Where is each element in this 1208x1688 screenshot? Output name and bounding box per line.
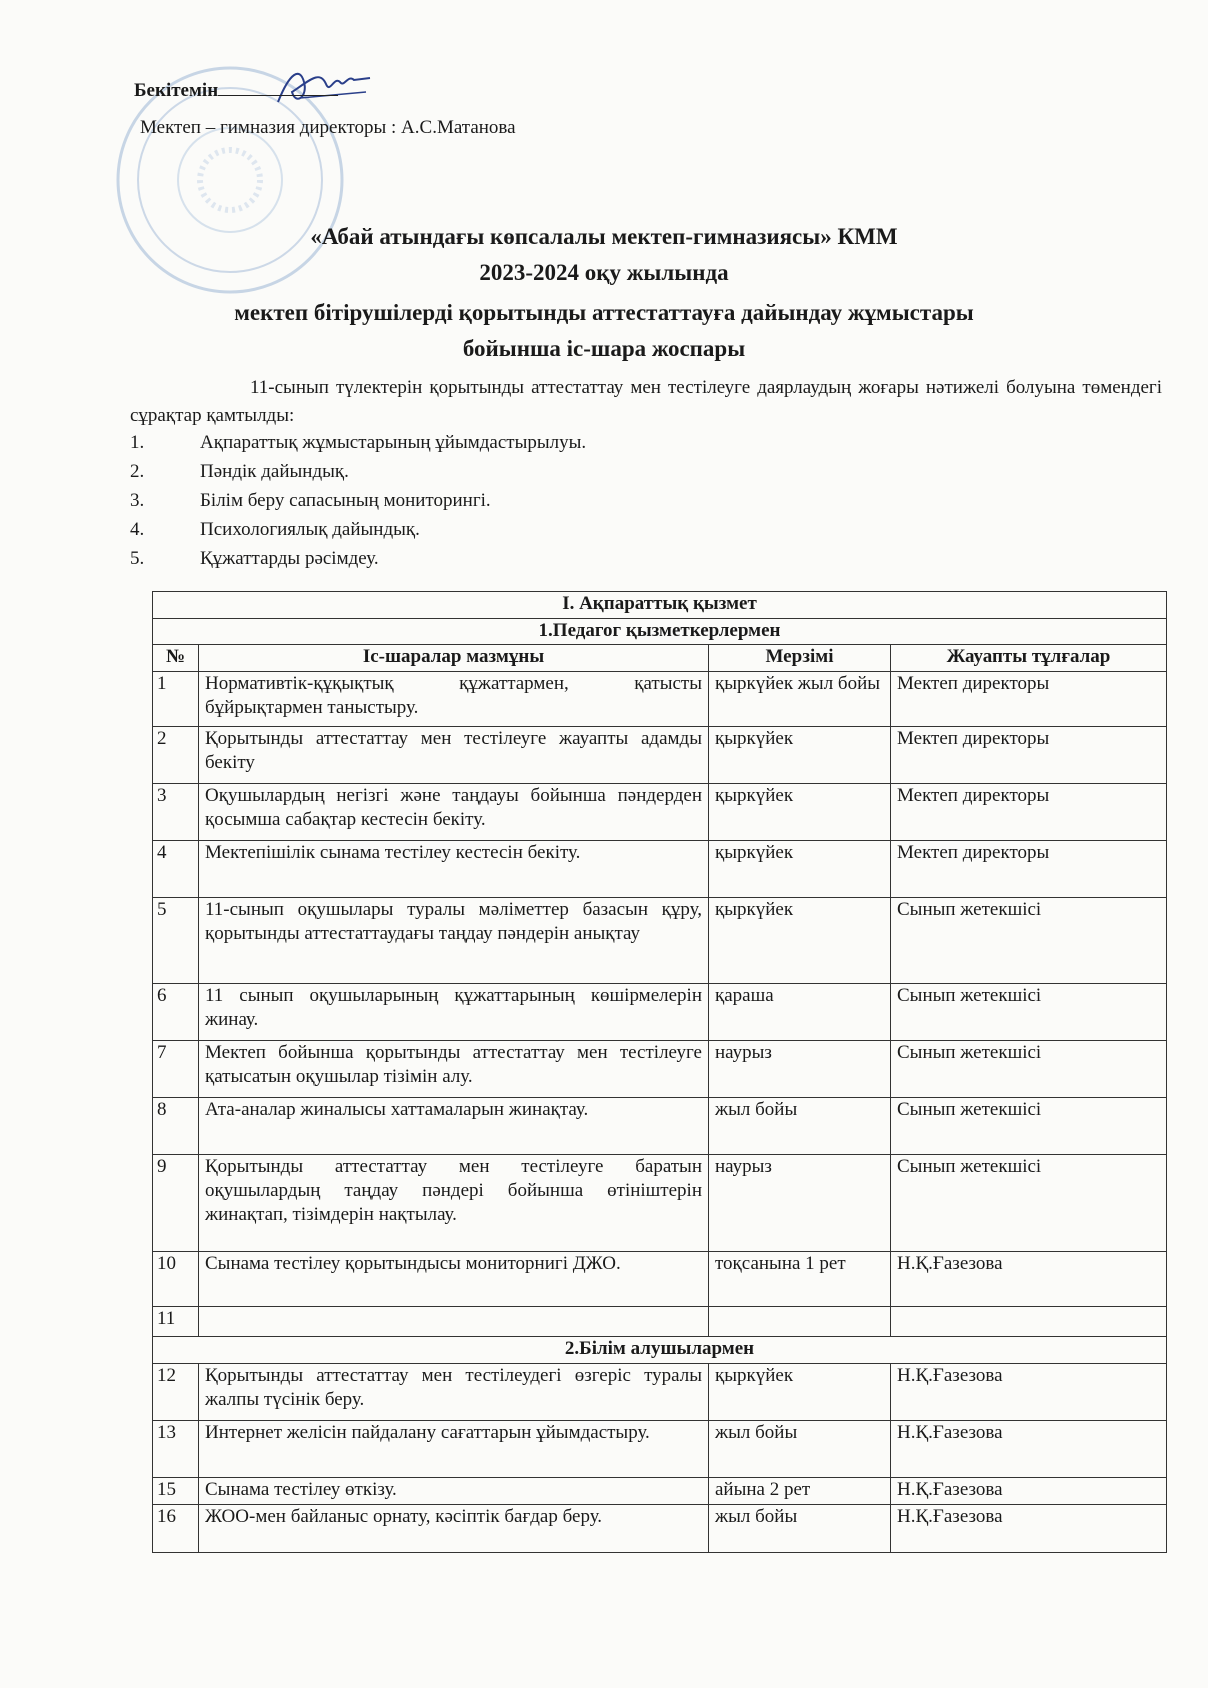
section-header-row (153, 592, 1167, 619)
row-deadline-cell: қыркүйек (709, 727, 891, 784)
table-row (153, 1041, 1167, 1098)
list-item-number: 1. (130, 432, 145, 453)
row-responsible-cell: Мектеп директоры (891, 784, 1167, 841)
table-row (153, 984, 1167, 1041)
doc-title-line4: бойынша іс-шара жоспары (462, 336, 746, 361)
row-responsible-cell: Н.Қ.Ғазезова (891, 1421, 1167, 1478)
col-header-responsible: Жауапты тұлғалар (891, 645, 1167, 672)
list-item-text: Психологиялық дайындық. (200, 519, 420, 540)
row-deadline-cell: тоқсанына 1 рет (709, 1252, 891, 1307)
row-num-cell: 3 (153, 784, 199, 841)
table-row (153, 1252, 1167, 1307)
row-content-cell: Нормативтік-құқықтық құжаттармен, қатысты бұйрықтармен таныстыру. (199, 672, 709, 727)
row-num-cell: 10 (153, 1252, 199, 1307)
row-responsible-cell: Н.Қ.Ғазезова (891, 1364, 1167, 1421)
row-num-cell: 4 (153, 841, 199, 898)
table-row (153, 1307, 1167, 1337)
row-deadline-cell: қыркүйек жыл бойы (709, 672, 891, 727)
row-num-cell: 9 (153, 1155, 199, 1252)
row-deadline-cell: қыркүйек (709, 1364, 891, 1421)
row-content-cell: Мектепішілік сынама тестілеу кестесін бекіту. (199, 841, 709, 898)
row-num-cell: 12 (153, 1364, 199, 1421)
row-deadline-cell: айына 2 рет (709, 1478, 891, 1505)
doc-title-line2: 2023-2024 оқу жылында (479, 260, 729, 285)
row-content-cell: Қорытынды аттестаттау мен тестілеуге жауапты адамды бекіту (199, 727, 709, 784)
row-num-cell: 16 (153, 1505, 199, 1553)
doc-title-line3: мектеп бітірушілерді қорытынды аттестаттауға дайындау жұмыстары (234, 300, 974, 325)
row-responsible-cell (891, 1307, 1167, 1337)
row-content-cell: Интернет желісін пайдалану сағаттарын ұйымдастыру. (199, 1421, 709, 1478)
group2-body (153, 1364, 1167, 1553)
table-row (153, 1155, 1167, 1252)
plan-table (152, 591, 1167, 1553)
col-header-num: № (153, 645, 199, 672)
table-row (153, 1505, 1167, 1553)
row-deadline-cell: жыл бойы (709, 1505, 891, 1553)
row-deadline-cell: қыркүйек (709, 898, 891, 984)
row-num-cell: 15 (153, 1478, 199, 1505)
table-row (153, 784, 1167, 841)
section-title: І. Ақпараттық қызмет (153, 592, 1167, 619)
row-responsible-cell: Сынып жетекшісі (891, 898, 1167, 984)
column-header-row (153, 645, 1167, 672)
row-content-cell: Қорытынды аттестаттау мен тестілеудегі өзгеріс туралы жалпы түсінік беру. (199, 1364, 709, 1421)
list-item-number: 2. (130, 461, 145, 482)
list-item-number: 5. (130, 548, 145, 569)
director-line: Мектеп – гимназия директоры : А.С.Матанова (140, 117, 516, 138)
table-row (153, 1364, 1167, 1421)
intro-paragraph: 11-сынып түлектерін қорытынды аттестаттау мен тестілеуге даярлаудың жоғары нәтижелі болуына төмендегі сұрақтар қамтылды: (130, 377, 1162, 426)
row-deadline-cell: жыл бойы (709, 1421, 891, 1478)
row-deadline-cell: наурыз (709, 1155, 891, 1252)
list-item-text: Пәндік дайындық. (200, 461, 349, 482)
signature-line (218, 81, 338, 96)
approve-text: Бекітемін (134, 80, 219, 101)
row-content-cell: Ата-аналар жиналысы хаттамаларын жинақтау. (199, 1098, 709, 1155)
list-item-text: Білім беру сапасының мониторингі. (200, 490, 491, 511)
row-responsible-cell: Мектеп директоры (891, 672, 1167, 727)
table-row (153, 841, 1167, 898)
row-content-cell: 11 сынып оқушыларының құжаттарының көшірмелерін жинау. (199, 984, 709, 1041)
row-content-cell: 11-сынып оқушылары туралы мәліметтер базасын құру, қорытынды аттестаттаудағы таңдау пәндерін анықтау (199, 898, 709, 984)
list-item-number: 3. (130, 490, 145, 511)
row-deadline-cell: жыл бойы (709, 1098, 891, 1155)
row-num-cell: 7 (153, 1041, 199, 1098)
group-header-row (153, 619, 1167, 645)
row-responsible-cell: Сынып жетекшісі (891, 1041, 1167, 1098)
approval-label (134, 80, 338, 102)
row-num-cell: 13 (153, 1421, 199, 1478)
row-responsible-cell: Сынып жетекшісі (891, 1155, 1167, 1252)
row-responsible-cell: Мектеп директоры (891, 841, 1167, 898)
row-content-cell: Сынама тестілеу қорытындысы мониторнигі ДЖО. (199, 1252, 709, 1307)
row-deadline-cell: қыркүйек (709, 841, 891, 898)
row-deadline-cell: қыркүйек (709, 784, 891, 841)
list-item-number: 4. (130, 519, 145, 540)
row-content-cell: ЖОО-мен байланыс орнату, кәсіптік бағдар беру. (199, 1505, 709, 1553)
table-row (153, 1421, 1167, 1478)
row-deadline-cell (709, 1307, 891, 1337)
group2-title: 2.Білім алушылармен (153, 1337, 1167, 1364)
group-header-row (153, 1337, 1167, 1364)
table-row (153, 672, 1167, 727)
row-num-cell: 2 (153, 727, 199, 784)
row-num-cell: 8 (153, 1098, 199, 1155)
row-deadline-cell: наурыз (709, 1041, 891, 1098)
row-num-cell: 11 (153, 1307, 199, 1337)
row-num-cell: 1 (153, 672, 199, 727)
table-row (153, 1098, 1167, 1155)
row-deadline-cell: қараша (709, 984, 891, 1041)
row-content-cell: Мектеп бойынша қорытынды аттестаттау мен тестілеуге қатысатын оқушылар тізімін алу. (199, 1041, 709, 1098)
row-responsible-cell: Н.Қ.Ғазезова (891, 1478, 1167, 1505)
group1-body (153, 672, 1167, 1337)
row-responsible-cell: Мектеп директоры (891, 727, 1167, 784)
row-responsible-cell: Н.Қ.Ғазезова (891, 1505, 1167, 1553)
col-header-content: Іс-шаралар мазмұны (199, 645, 709, 672)
table-row (153, 898, 1167, 984)
row-num-cell: 5 (153, 898, 199, 984)
row-num-cell: 6 (153, 984, 199, 1041)
row-responsible-cell: Сынып жетекшісі (891, 984, 1167, 1041)
col-header-deadline: Мерзімі (709, 645, 891, 672)
list-item-text: Құжаттарды рәсімдеу. (200, 548, 379, 569)
table-row (153, 1478, 1167, 1505)
row-content-cell: Сынама тестілеу өткізу. (199, 1478, 709, 1505)
row-content-cell: Қорытынды аттестаттау мен тестілеуге баратын оқушылардың таңдау пәндері бойынша өтініштерін жинақтап, тізімдерін нақтылау. (199, 1155, 709, 1252)
table-row (153, 727, 1167, 784)
row-responsible-cell: Сынып жетекшісі (891, 1098, 1167, 1155)
group1-title: 1.Педагог қызметкерлермен (153, 619, 1167, 645)
row-content-cell (199, 1307, 709, 1337)
row-responsible-cell: Н.Қ.Ғазезова (891, 1252, 1167, 1307)
list-item-text: Ақпараттық жұмыстарының ұйымдастырылуы. (200, 432, 587, 453)
row-content-cell: Оқушылардың негізгі және таңдауы бойынша пәндерден қосымша сабақтар кестесін бекіту. (199, 784, 709, 841)
doc-title-line1: «Абай атындағы көпсалалы мектеп-гимназиясы» КММ (310, 224, 898, 249)
